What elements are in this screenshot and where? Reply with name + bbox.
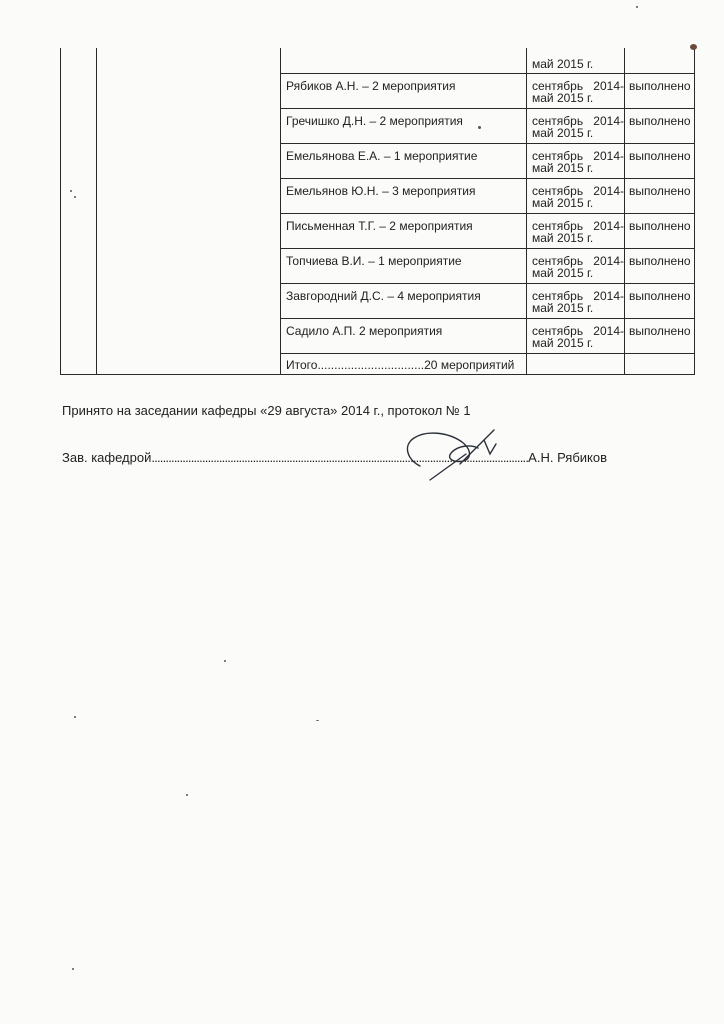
period-cell: сентябрь 2014- май 2015 г.: [532, 79, 624, 105]
status-cell: выполнено: [629, 79, 691, 93]
period-cell: сентябрь 2014- май 2015 г.: [532, 219, 624, 245]
status-cell: выполнено: [629, 289, 691, 303]
row-divider: [280, 353, 695, 354]
scan-speck: [186, 794, 188, 796]
person-cell: Рябиков А.Н. – 2 мероприятия: [286, 79, 456, 93]
status-cell: выполнено: [629, 149, 691, 163]
scan-speck: [70, 190, 72, 192]
status-cell: выполнено: [629, 219, 691, 233]
signature-line: [62, 451, 607, 465]
period-cell: сентябрь 2014- май 2015 г.: [532, 149, 624, 175]
person-cell: Емельянов Ю.Н. – 3 мероприятия: [286, 184, 476, 198]
status-cell: выполнено: [629, 184, 691, 198]
total-cell: Итого................................20 мероприятий: [286, 358, 515, 372]
status-cell: выполнено: [629, 324, 691, 338]
handwritten-signature: [400, 424, 510, 484]
row-divider: [280, 213, 695, 214]
table-column-divider: [96, 48, 97, 375]
person-cell: Завгородний Д.С. – 4 мероприятия: [286, 289, 481, 303]
row-divider: [280, 178, 695, 179]
row-divider: [280, 318, 695, 319]
row-divider: [280, 73, 695, 74]
scan-speck: [478, 126, 481, 129]
period-cell-continued: май 2015 г.: [532, 57, 594, 71]
scan-speck: [74, 196, 76, 198]
person-cell: Топчиева В.И. – 1 мероприятие: [286, 254, 462, 268]
status-cell: выполнено: [629, 114, 691, 128]
person-cell: Гречишко Д.Н. – 2 мероприятия: [286, 114, 463, 128]
dot-leader: ......................................................................................................................................: [151, 450, 529, 465]
table-column-divider: [526, 48, 527, 375]
table-column-divider: [624, 48, 625, 375]
scan-speck: [74, 716, 76, 718]
period-cell: сентябрь 2014- май 2015 г.: [532, 114, 624, 140]
scan-speck: [224, 660, 226, 662]
row-divider: [280, 143, 695, 144]
table-border-bottom: [60, 374, 695, 375]
row-divider: [280, 283, 695, 284]
table-border-right: [694, 48, 695, 375]
scan-speck: [316, 720, 319, 721]
scan-speck: [72, 968, 74, 970]
period-cell: сентябрь 2014- май 2015 г.: [532, 254, 624, 280]
ink-blot: [690, 44, 697, 50]
role-label: Зав. кафедрой: [62, 450, 152, 465]
period-cell: сентябрь 2014- май 2015 г.: [532, 289, 624, 315]
period-cell: сентябрь 2014- май 2015 г.: [532, 324, 624, 350]
scan-speck: [636, 6, 638, 8]
table-border-left: [60, 48, 61, 375]
signer-name: А.Н. Рябиков: [528, 450, 608, 465]
person-cell: Емельянова Е.А. – 1 мероприятие: [286, 149, 478, 163]
row-divider: [280, 108, 695, 109]
status-cell: выполнено: [629, 254, 691, 268]
table-column-divider: [280, 48, 281, 375]
person-cell: Письменная Т.Г. – 2 мероприятия: [286, 219, 473, 233]
period-cell: сентябрь 2014- май 2015 г.: [532, 184, 624, 210]
person-cell: Садило А.П. 2 мероприятия: [286, 324, 443, 338]
row-divider: [280, 248, 695, 249]
approval-text: Принято на заседании кафедры «29 августа» 2014 г., протокол № 1: [62, 403, 471, 418]
